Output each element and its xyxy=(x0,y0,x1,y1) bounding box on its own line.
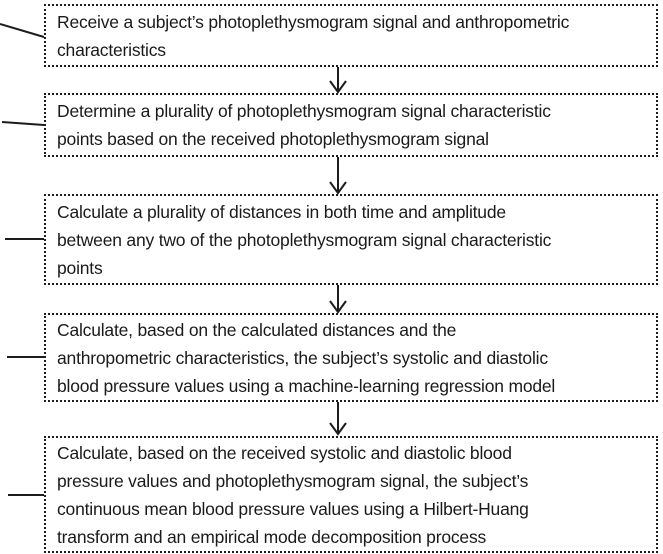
step-text-5: Calculate, based on the received systolic and diastolic blood pressure values and photoplethysmogram signal, the subject’s continuous mean blood pressure values using a Hilbert-Huang transform and an empirical mode decomposition process xyxy=(57,442,529,547)
leader-line-2 xyxy=(2,122,44,125)
step-box-5 xyxy=(44,436,658,553)
step-box-2 xyxy=(44,93,658,157)
flow-arrow-2 xyxy=(330,157,346,193)
step-text-2: Determine a plurality of photoplethysmogram signal characteristic points based on the received photoplethysmogram signal xyxy=(57,101,551,149)
flow-arrow-1 xyxy=(330,67,346,92)
flow-arrow-4 xyxy=(330,402,346,434)
step-text-1: Receive a subject’s photoplethysmogram signal and anthropometric characteristics xyxy=(57,11,570,60)
step-text-4: Calculate, based on the calculated distances and the anthropometric characteristics, the subject’s systolic and diastolic blood pressure values using a machine-learning regression model xyxy=(57,319,556,396)
step-text-3: Calculate a plurality of distances in both time and amplitude between any two of the photoplethysmogram signal characteristic points xyxy=(57,201,552,278)
step-box-3 xyxy=(44,194,658,285)
flow-arrow-3 xyxy=(330,285,346,312)
step-box-1 xyxy=(44,4,658,67)
leader-line-1 xyxy=(0,24,44,37)
step-box-4 xyxy=(44,313,658,402)
